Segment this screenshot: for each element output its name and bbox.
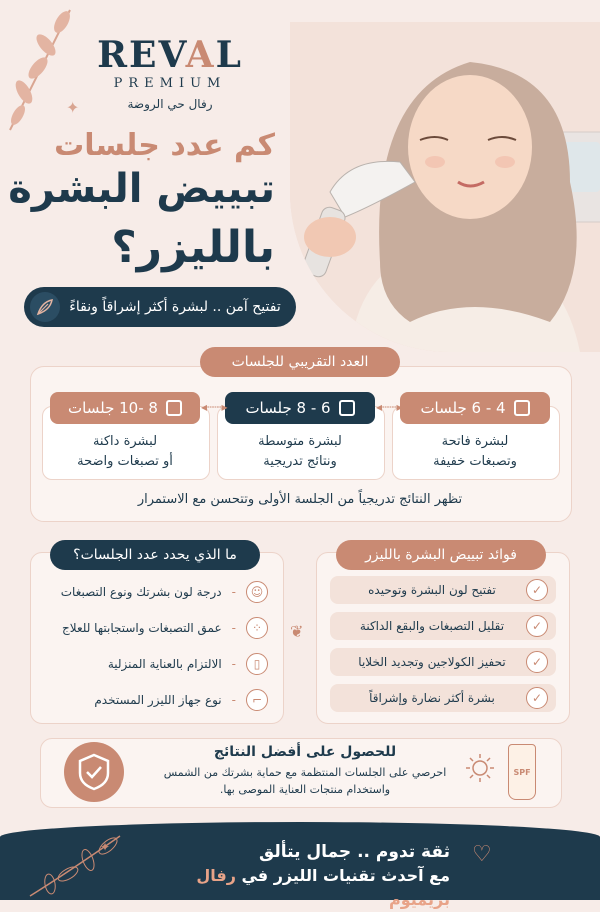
factor-item: ⁘ - عمق التصبغات واستجابتها للعلاج: [44, 614, 268, 642]
benefit-item: ✓ بشرة أكثر نضارة وإشراقاً: [330, 684, 556, 712]
footer-line2: مع آحدث تقنيات الليزر في رفال بريميوم: [196, 866, 450, 909]
logo-subtitle: PREMIUM: [113, 76, 227, 91]
calendar-icon: [514, 400, 530, 416]
face-icon: ☺: [246, 581, 268, 603]
branch-decoration: [0, 0, 90, 140]
logo-tagline: رفال حي الروضة: [127, 97, 213, 111]
sparkle-icon: ✦: [100, 840, 111, 854]
sun-icon: [464, 752, 496, 788]
sunscreen-tube-icon: [508, 744, 536, 800]
benefit-item: ✓ تفتيح لون البشرة وتوحيده: [330, 576, 556, 604]
logo-wordmark: REVAL: [97, 34, 243, 76]
check-icon: ✓: [526, 687, 548, 709]
session-desc-light: لبشرة فاتحة وتصبغات خفيفة: [433, 434, 517, 469]
tip-line2: واستخدام منتجات العناية الموصى بها.: [219, 783, 391, 796]
headline-line3: بالليزر؟: [111, 222, 275, 273]
benefits-list: [330, 576, 556, 712]
benefit-item: ✓ تقليل التصبغات والبقع الداكنة: [330, 612, 556, 640]
spots-icon: ⁘: [246, 617, 268, 639]
subtitle-text: تفتيح آمن .. لبشرة أكثر إشراقاً ونقاءً: [69, 299, 281, 315]
calendar-icon: [339, 400, 355, 416]
factors-list: [44, 578, 268, 714]
factor-item: ⌐ - نوع جهاز الليزر المستخدم: [44, 686, 268, 714]
shield-check-icon: [64, 742, 124, 802]
cream-icon: ▯: [246, 653, 268, 675]
laser-device-icon: ⌐: [246, 689, 268, 711]
session-count-medium: 6 - 8 جلسات: [225, 392, 375, 424]
leaf-icon: [30, 292, 60, 322]
hero-illustration: [290, 22, 600, 352]
check-icon: ✓: [526, 651, 548, 673]
connector-arrow: ◂┄┄▸: [201, 400, 228, 414]
headline-line2: تبييض البشرة: [8, 166, 275, 212]
check-icon: ✓: [526, 615, 548, 637]
headline-line1: كم عدد جلسات: [54, 128, 275, 163]
tip-line1: احرصي على الجلسات المنتظمة مع حماية بشرتك من الشمس: [163, 766, 447, 779]
session-count-light: 4 - 6 جلسات: [400, 392, 550, 424]
check-icon: ✓: [526, 579, 548, 601]
session-count-dark: 8 -10 جلسات: [50, 392, 200, 424]
calendar-icon: [166, 400, 182, 416]
factor-item: ▯ - الالتزام بالعناية المنزلية: [44, 650, 268, 678]
factors-title: ما الذي يحدد عدد الجلسات؟: [50, 540, 260, 570]
heart-icon: ♡: [472, 842, 492, 867]
sessions-note: تظهر النتائج تدريجياً من الجلسة الأولى وتتحسن مع الاستمرار: [137, 492, 463, 507]
factor-item: ☺ - درجة لون بشرتك ونوع التصبغات: [44, 578, 268, 606]
footer-text: [140, 840, 450, 912]
branch-decoration: [20, 826, 130, 900]
connector-arrow: ◂┄┄▸: [376, 400, 403, 414]
tip-title: للحصول على أفضل النتائج: [213, 744, 397, 760]
tip-text: [140, 744, 470, 798]
session-desc-dark: لبشرة داكنة أو تصبغات واضحة: [77, 434, 173, 469]
benefit-item: ✓ تحفيز الكولاجين وتجديد الخلايا: [330, 648, 556, 676]
session-desc-medium: لبشرة متوسطة ونتائج تدريجية: [258, 434, 342, 469]
sessions-title: العدد التقريبي للجلسات: [200, 347, 400, 377]
subtitle-pill: [24, 287, 296, 327]
benefits-title: فوائد تبييض البشرة بالليزر: [336, 540, 546, 570]
spf-label: SPF: [513, 767, 531, 777]
sparkle-icon: ✦: [66, 98, 80, 117]
footer-highlight: رفال بريميوم: [196, 866, 450, 909]
footer-line1: ثقة تدوم .. جمال يتألق: [259, 842, 450, 862]
brand-logo: [90, 36, 250, 111]
leaf-divider-icon: ❦: [290, 622, 304, 641]
